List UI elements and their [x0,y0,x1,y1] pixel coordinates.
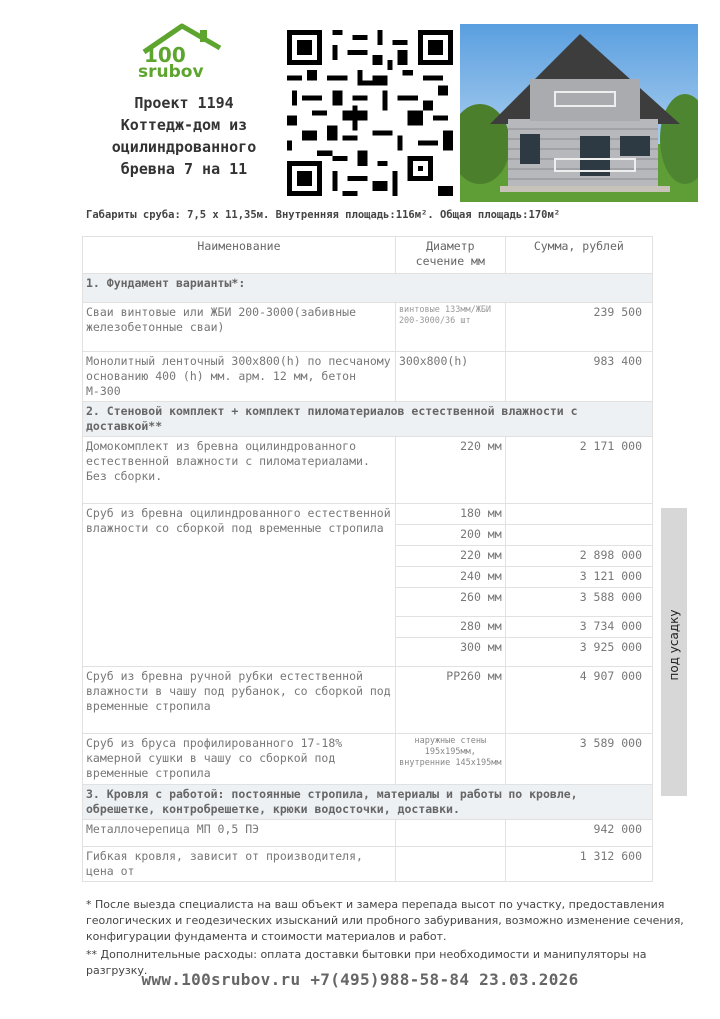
dimensions-line: Габариты сруба: 7,5 х 11,35м. Внутренняя площадь:116м². Общая площадь:170м² [86,209,561,221]
table-row: Монолитный ленточный 300х800(h) по песчаному основанию 400 (h) мм. арм. 12 мм, бетон М-300 300х800(h) 983 400 [83,352,653,402]
section-walls: 2. Стеновой комплект + комплект пиломатериалов естественной влажности с доставкой** [83,402,653,437]
svg-text:srubov: srubov [138,62,204,80]
table-row: Сруб из бревна ручной рубки естественной влажности в чашу под рубанок, со сборкой под временные стропила РР260 мм 4 907 000 [83,667,653,734]
table-row: 240 мм 3 121 000 [83,567,653,588]
company-logo [130,22,226,80]
table-row: 280 мм 3 734 000 [83,617,653,638]
table-header-row [83,237,653,274]
table-row: 200 мм [83,525,653,546]
table-row: Сруб из бруса профилированного 17-18% камерной сушки в чашу со сборкой под временные стропила наружные стены 195х195мм, внутренние 145х195мм 3 589 000 [83,734,653,785]
table-row: Металлочерепица МП 0,5 ПЭ 942 000 [83,820,653,847]
table-row: Сруб из бревна оцилиндрованного естественной влажности со сборкой под временные стропила 180 мм [83,504,653,525]
footnote-2: ** Дополнительные расходы: оплата доставки бытовки при необходимости и манипуляторы на разгрузку. [86,948,647,977]
price-table [82,236,653,882]
section-foundation: 1. Фундамент варианты*: [83,274,653,303]
section-roof: 3. Кровля с работой: постоянные стропила, материалы и работы по кровле, обрешетке, контробрешетке, крюки водосточки, доставки. [83,785,653,820]
qr-code[interactable] [287,30,453,196]
footer-contacts: www.100srubov.ru +7(495)988-58-84 23.03.2026 [141,970,579,989]
table-row: Домокомплект из бревна оцилиндрованного естественной влажности с пиломатериалами. Без сборки. 220 мм 2 171 000 [83,437,653,504]
svg-text:100: 100 [144,43,186,67]
header-sum: Сумма, рублей [505,237,652,274]
table-row: 300 мм 3 925 000 [83,638,653,667]
header-name: Наименование [83,237,396,274]
footnote-1: * После выезда специалиста на ваш объект и замера перепада высот по участку, предоставления геологических и геодезических изысканий или пробного забуривания, возможно изменение сечения, конфигурации фундамента и стоимости материалов и работ. [86,898,684,943]
shrinkage-side-label [661,508,687,796]
house-image [460,24,698,202]
table-row: 260 мм 3 588 000 [83,588,653,617]
header-diameter: Диаметр сечение мм [395,237,505,274]
table-row: 220 мм 2 898 000 [83,546,653,567]
table-row: Сваи винтовые или ЖБИ 200-3000(забивные железобетонные сваи) винтовые 133мм/ЖБИ 200-3000/36 шт 239 500 [83,303,653,352]
side-label-text: под усадку [667,609,681,681]
table-row: Гибкая кровля, зависит от производителя, цена от 1 312 600 [83,847,653,882]
project-title: Проект 1194 Коттедж-дом из оцилиндрованного бревна 7 на 11 [111,94,257,178]
